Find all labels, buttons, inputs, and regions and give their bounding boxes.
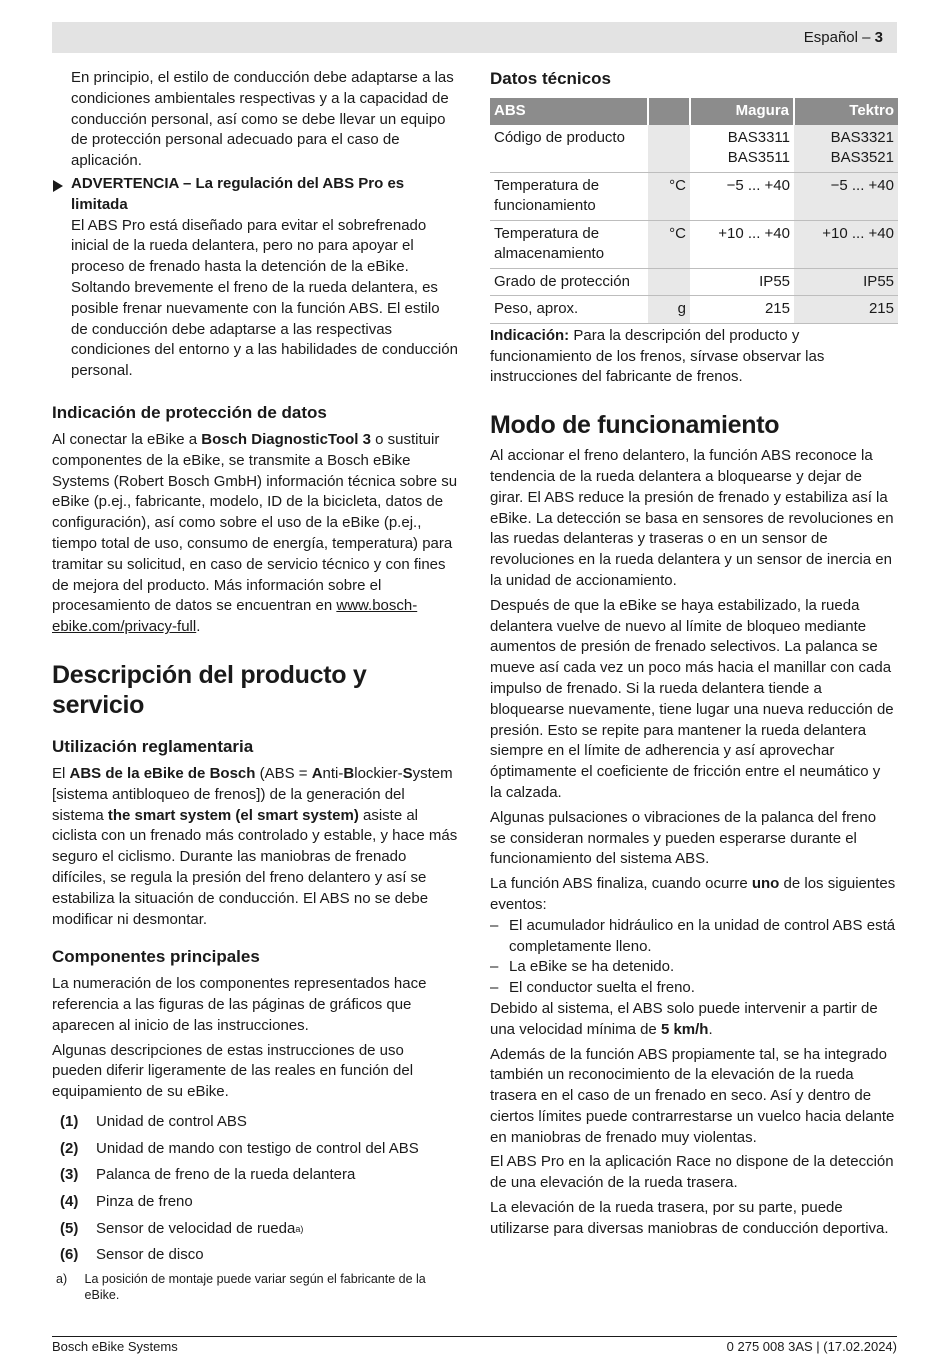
footnote-text: La posición de montaje puede variar según el fabricante de la eBike.	[84, 1272, 426, 1303]
list-item	[490, 978, 896, 999]
table-cell-magura: IP55	[690, 268, 794, 296]
table-cell-name: Peso, aprox.	[490, 296, 648, 324]
component-label: Unidad de mando con testigo de control del ABS	[96, 1139, 419, 1157]
table-note-label: Indicación:	[490, 326, 570, 344]
use-bold-1: ABS de la eBike de Bosch	[69, 764, 256, 782]
event-text: La eBike se ha detenido.	[509, 958, 675, 976]
footer-company: Bosch eBike Systems	[52, 1339, 178, 1354]
left-column	[52, 68, 458, 1303]
dash-marker: –	[490, 958, 499, 976]
table-row	[490, 296, 898, 324]
dash-marker: –	[490, 979, 499, 997]
page-header-label	[804, 29, 883, 46]
footer-doc-number: 0 275 008 3AS | (17.02.2024)	[726, 1339, 897, 1354]
component-label: Sensor de velocidad de rueda	[96, 1219, 296, 1237]
table-cell-tektro: IP55	[794, 268, 898, 296]
use-paragraph	[52, 764, 458, 930]
table-cell-magura: BAS3311 BAS3511	[690, 125, 794, 173]
privacy-end: .	[196, 618, 201, 636]
table-cell-magura: 215	[690, 296, 794, 324]
table-row	[490, 268, 898, 296]
header-separator: –	[857, 29, 875, 46]
components-heading: Componentes principales	[52, 947, 260, 967]
events-list	[490, 916, 896, 999]
table-cell-tektro: +10 ... +40	[794, 220, 898, 268]
event-text: El conductor suelta el freno.	[509, 979, 695, 997]
component-label: Palanca de freno de la rueda delantera	[96, 1166, 356, 1184]
mode-paragraph-2: Después de que la eBike se haya estabilizado, la rueda delantera vuelve de nuevo al límite de bloqueo mediante aumentos de presión de frenado selectivos. La palanca se mueve así cada vez un poco más hacia el manillar con cada impulso de frenado. Si la rueda delantera tiende a bloquearse nuevamente, tiene lugar una nueva reducción de presión. Esto se repite para mantener la rueda delantera siempre en el límite de adherencia y así aprovechar óptimamente el coeficiente de fricción entre el neumático y la calzada.	[490, 596, 894, 801]
table-cell-name: Código de producto	[490, 125, 648, 173]
use-text-2: (ABS =	[255, 764, 312, 782]
privacy-text-1: Al conectar la eBike a	[52, 430, 202, 448]
use-letter-b: B	[343, 764, 355, 782]
section-heading-product: Descripción del producto y servicio	[52, 660, 367, 719]
component-label: Sensor de disco	[96, 1246, 204, 1264]
right-column	[490, 68, 896, 1240]
mode-paragraph-8: La elevación de la rueda trasera, por su parte, puede utilizarse para diversas maniobras de conducción deportiva.	[490, 1199, 889, 1237]
component-footnote-ref: a)	[295, 1223, 304, 1234]
table-row	[490, 125, 898, 173]
table-note-text: Para la descripción del producto y funcionamiento de los frenos, sírvase observar las instrucciones del fabricante de frenos.	[490, 326, 825, 386]
mode-paragraph-4	[490, 874, 896, 916]
table-header-tektro: Tektro	[794, 98, 898, 125]
table-cell-name: Grado de protección	[490, 268, 648, 296]
privacy-text-2: o sustituir componentes de la eBike, se transmite a Bosch eBike Systems (Robert Bosch GmbH) información técnica sobre su eBike (p.ej., fabricante, modelo, ID de la bicicleta, datos de configuración), así como sobre el uso de la eBike (p.ej., tiempo total de uso, consumo de energía, temperatura) para tramitar su solicitud, en caso de servicio técnico y con fines de mejora del producto. Más información sobre el procesamiento de datos se encuentran en	[52, 430, 458, 615]
list-item	[52, 1243, 458, 1270]
mode-p5-end: .	[708, 1020, 713, 1038]
component-number: (5)	[60, 1219, 79, 1237]
use-heading: Utilización reglamentaria	[52, 736, 254, 756]
list-item	[52, 1162, 458, 1189]
table-row	[490, 172, 898, 220]
header-page-number: 3	[874, 29, 883, 46]
mode-p5-text-1: Debido al sistema, el ABS solo puede intervenir a partir de una velocidad mínima de	[490, 999, 878, 1038]
table-row	[490, 220, 898, 268]
dash-marker: –	[490, 916, 499, 934]
component-number: (3)	[60, 1166, 79, 1184]
privacy-link[interactable]: www.bosch-ebike.com/privacy-full	[52, 597, 418, 636]
use-text-4: asiste al ciclista con un frenado más controlado y estable, y hace más seguro el ciclismo. Durante las maniobras de frenado difíciles, se regula la presión del freno delantero y así se estabiliza la situación de conducción. El ABS no se debe modificar ni desmontar.	[52, 806, 458, 928]
mode-paragraph-3: Algunas pulsaciones o vibraciones de la palanca del freno se consideran normales y pueden esperarse durante el funcionamiento del sistema ABS.	[490, 808, 877, 868]
component-number: (2)	[60, 1139, 79, 1157]
footnote	[52, 1271, 458, 1303]
table-cell-magura: −5 ... +40	[690, 172, 794, 220]
table-cell-unit	[648, 125, 690, 173]
warning-title: ADVERTENCIA – La regulación del ABS Pro es limitada	[71, 174, 405, 213]
components-paragraph-1: La numeración de los componentes representados hace referencia a las figuras de las páginas de gráficos que aparecen al inicio de las instrucciones.	[52, 975, 427, 1034]
mode-paragraph-1: Al accionar el freno delantero, la función ABS reconoce la tendencia de la rueda delantera a bloquearse y dejar de girar. El ABS reduce la presión de frenado y estabiliza así la eBike. La detección se basa en sensores de revoluciones en las ruedas delanteras y traseras o en un sensor de revoluciones en la rueda delantera y un sensor de inercia en la unidad de accionamiento.	[490, 447, 894, 589]
footnote-mark: a)	[56, 1272, 68, 1287]
warning-triangle-icon	[53, 180, 63, 192]
header-language: Español	[803, 29, 858, 46]
use-letter-a: A	[311, 764, 323, 782]
list-item	[490, 957, 896, 978]
use-letter-s: S	[402, 764, 413, 782]
table-cell-tektro: 215	[794, 296, 898, 324]
table-cell-tektro: −5 ... +40	[794, 172, 898, 220]
use-text-lockier: lockier-	[354, 764, 403, 782]
components-list	[52, 1109, 458, 1269]
table-cell-name: Temperatura de almacenamiento	[490, 220, 648, 268]
use-text-3: ystem [sistema antibloqueo de frenos]) de la generación del sistema	[52, 764, 453, 824]
list-item	[52, 1136, 458, 1163]
mode-paragraph-7: El ABS Pro en la aplicación Race no dispone de la detección de una elevación de la rueda trasera.	[490, 1153, 894, 1192]
privacy-heading: Indicación de protección de datos	[52, 402, 327, 422]
table-cell-unit	[648, 268, 690, 296]
use-text-1: El	[52, 764, 70, 782]
table-note	[490, 326, 896, 388]
list-item	[52, 1189, 458, 1216]
table-cell-unit: °C	[648, 172, 690, 220]
list-item	[490, 916, 896, 958]
use-bold-2: the smart system (el smart system)	[107, 806, 359, 824]
table-header-abs: ABS	[490, 98, 648, 125]
component-number: (6)	[60, 1246, 79, 1264]
component-label: Pinza de freno	[96, 1193, 193, 1211]
table-header-magura: Magura	[690, 98, 794, 125]
page-header-bar	[52, 22, 897, 53]
mode-paragraph-5	[490, 999, 896, 1041]
table-cell-name: Temperatura de funcionamiento	[490, 172, 648, 220]
tech-heading: Datos técnicos	[490, 69, 611, 88]
section-heading-mode: Modo de funcionamiento	[490, 411, 780, 440]
list-item	[52, 1109, 458, 1136]
component-label: Unidad de control ABS	[96, 1113, 247, 1131]
component-number: (1)	[60, 1113, 79, 1131]
mode-p4-text-2: de los siguientes eventos:	[490, 875, 896, 913]
warning-body: El ABS Pro está diseñado para evitar el sobrefrenado inicial de la rueda delantera, pero no para apoyar el proceso de frenado hasta la detención de la eBike. Soltando brevemente el freno de la rueda delantera, es posible frenar nuevamente con la función ABS. El estilo de conducción debe adaptarse a las respectivas condiciones del entorno y a las habilidades de conducción personal.	[71, 216, 458, 380]
intro-paragraph: En principio, el estilo de conducción debe adaptarse a las condiciones ambientales respectivas y a la capacidad de conducción personal, así como se debe llevar un equipo de protección personal adecuado para el caso de aplicación.	[71, 69, 454, 170]
mode-paragraph-6: Además de la función ABS propiamente tal, se ha integrado también un reconocimiento de la elevación de la rueda trasera en el caso de un frenado en seco. Así y dentro de ciertos límites puede contrarrestarse un vuelco hacia delante en maniobras de frenado muy violentas.	[490, 1045, 895, 1146]
components-paragraph-2: Algunas descripciones de estas instrucciones de uso pueden diferir ligeramente de las reales en función del equipamiento de su eBike.	[52, 1041, 414, 1101]
table-cell-tektro: BAS3321 BAS3521	[794, 125, 898, 173]
table-header-row	[490, 98, 898, 125]
list-item	[52, 1216, 458, 1243]
table-header-unit	[648, 98, 690, 125]
table-cell-unit: °C	[648, 220, 690, 268]
table-cell-magura: +10 ... +40	[690, 220, 794, 268]
mode-p5-speed: 5 km/h	[660, 1020, 709, 1038]
footer-divider	[52, 1336, 897, 1337]
tech-data-table	[490, 98, 898, 324]
event-text: El acumulador hidráulico en la unidad de control ABS está completamente lleno.	[509, 916, 896, 955]
mode-p4-bold: uno	[751, 875, 780, 893]
privacy-tool-name: Bosch DiagnosticTool 3	[201, 430, 371, 448]
warning-block	[52, 174, 458, 382]
mode-p4-text-1: La función ABS finaliza, cuando ocurre	[490, 875, 752, 893]
privacy-paragraph	[52, 430, 458, 638]
table-cell-unit: g	[648, 296, 690, 324]
component-number: (4)	[60, 1193, 79, 1211]
use-text-nti: nti-	[322, 764, 344, 782]
